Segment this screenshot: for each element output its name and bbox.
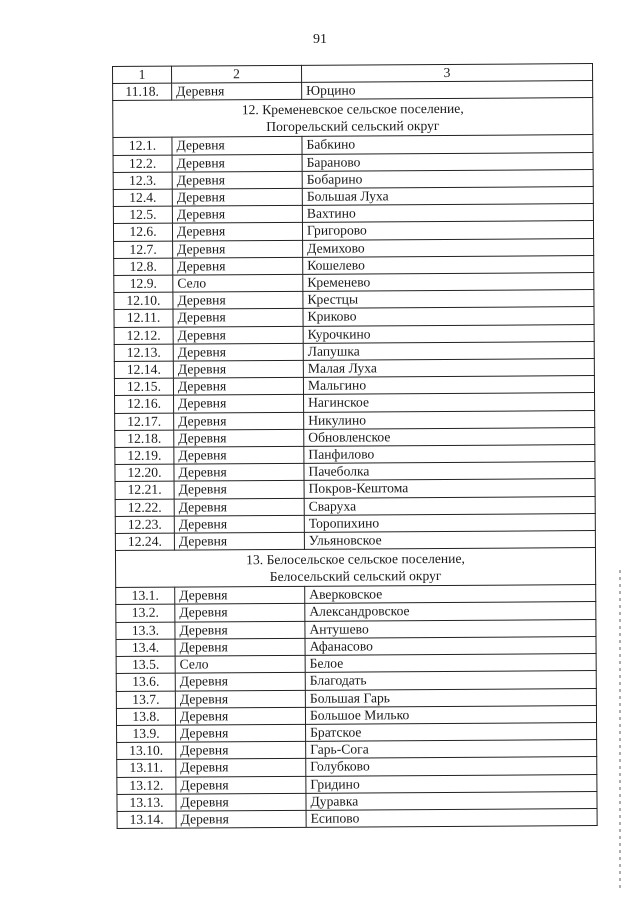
settlement-name: Афанасово: [305, 636, 596, 655]
settlement-type: Деревня: [173, 292, 303, 310]
settlement-name: Большая Гарь: [305, 688, 596, 707]
settlement-type: Деревня: [174, 515, 304, 533]
settlement-type: Деревня: [174, 412, 304, 430]
settlement-type: Деревня: [176, 759, 306, 777]
settlement-name: Сваруха: [304, 496, 595, 515]
settlement-type: Деревня: [174, 481, 304, 499]
settlement-type: Деревня: [172, 137, 302, 155]
row-number: 13.1.: [116, 587, 175, 605]
section-header-row: [115, 548, 595, 588]
settlement-type: Село: [175, 655, 305, 673]
row-number: 13.2.: [116, 605, 175, 623]
settlement-name: Кременево: [303, 273, 594, 292]
settlement-type: Деревня: [174, 532, 304, 550]
row-number: 12.4.: [113, 189, 172, 207]
row-number: 13.6.: [116, 673, 175, 691]
row-number: 11.18.: [113, 83, 172, 101]
settlement-type: Село: [173, 274, 303, 292]
settlement-name: Григорово: [302, 221, 593, 240]
row-number: 12.19.: [115, 447, 174, 465]
settlement-type: Деревня: [175, 673, 305, 691]
settlement-name: Антушево: [305, 619, 596, 638]
settlement-type: Деревня: [174, 395, 304, 413]
settlement-type: Деревня: [173, 360, 303, 378]
settlement-type: Деревня: [173, 257, 303, 275]
settlement-name: Ульяновское: [304, 531, 595, 550]
row-number: 12.3.: [113, 172, 172, 190]
settlement-type: Деревня: [172, 223, 302, 241]
row-number: 12.6.: [113, 224, 172, 242]
settlement-name: Большая Луха: [302, 187, 593, 206]
row-number: 12.5.: [113, 206, 172, 224]
settlement-name: Большое Милько: [305, 705, 596, 724]
settlement-name: Лапушка: [303, 341, 594, 360]
scan-edge-mark: [619, 570, 621, 890]
settlement-name: Александровское: [305, 602, 596, 621]
row-number: 12.18.: [115, 430, 174, 448]
settlement-name: Курочкино: [303, 324, 594, 343]
settlement-name: Пачеболка: [304, 462, 595, 481]
row-number: 13.7.: [116, 691, 175, 709]
row-number: 12.14.: [114, 361, 173, 379]
row-number: 13.14.: [117, 811, 176, 829]
settlement-type: Деревня: [173, 343, 303, 361]
settlement-name: Нагинское: [304, 393, 595, 412]
settlement-name: Крестцы: [303, 290, 594, 309]
row-number: 13.8.: [116, 708, 175, 726]
section-title-line-2: Погорельский сельский округ: [266, 118, 440, 135]
section-title-line-1: 13. Белосельское сельское поселение,: [246, 551, 465, 568]
section-title-line-1: 12. Кременевское сельское поселение,: [241, 101, 464, 118]
settlement-type: Деревня: [174, 464, 304, 482]
row-number: 12.12.: [114, 327, 173, 345]
row-number: 12.9.: [114, 275, 173, 293]
settlements-table: [112, 63, 598, 829]
settlement-type: Деревня: [174, 429, 304, 447]
settlement-name: Аверковское: [305, 585, 596, 604]
settlement-name: Демихово: [303, 238, 594, 257]
settlement-name: Криково: [303, 307, 594, 326]
settlement-name: Вахтино: [302, 204, 593, 223]
settlement-type: Деревня: [176, 810, 306, 828]
table-body: [113, 64, 598, 829]
section-title: [115, 548, 595, 588]
settlement-type: Деревня: [173, 309, 303, 327]
row-number: 13.10.: [117, 742, 176, 760]
settlement-type: Деревня: [175, 690, 305, 708]
column-header-3: 3: [301, 64, 592, 83]
row-number: 13.5.: [116, 656, 175, 674]
page-number: 91: [313, 32, 327, 47]
settlement-type: Деревня: [176, 741, 306, 759]
settlement-type: Деревня: [175, 707, 305, 725]
settlement-name: Дуравка: [306, 791, 597, 810]
settlement-type: Деревня: [175, 638, 305, 656]
settlement-name: Бобарино: [302, 169, 593, 188]
row-number: 12.7.: [114, 241, 173, 259]
settlement-name: Братское: [306, 722, 597, 741]
settlement-type: Деревня: [174, 498, 304, 516]
settlement-type: Деревня: [172, 188, 302, 206]
settlement-name: Кошелево: [303, 255, 594, 274]
settlement-type: Деревня: [175, 621, 305, 639]
settlement-type: Деревня: [176, 793, 306, 811]
row-number: 12.16.: [115, 396, 174, 414]
settlement-name: Благодать: [305, 671, 596, 690]
column-header-2: 2: [172, 65, 302, 83]
row-number: 13.12.: [117, 777, 176, 795]
table-row: [117, 808, 597, 828]
row-number: 12.11.: [114, 310, 173, 328]
section-title-line-2: Белосельский сельский округ: [269, 568, 442, 585]
settlement-name: Бараново: [302, 152, 593, 171]
row-number: 12.24.: [115, 533, 174, 551]
row-number: 12.15.: [114, 378, 173, 396]
section-header-row: [113, 98, 593, 138]
settlement-name: Никулино: [304, 410, 595, 429]
settlement-type: Деревня: [176, 776, 306, 794]
settlement-name: Гридино: [306, 774, 597, 793]
settlement-name: Панфилово: [304, 445, 595, 464]
settlement-name: Бабкино: [302, 135, 593, 154]
row-number: 12.2.: [113, 155, 172, 173]
row-number: 12.13.: [114, 344, 173, 362]
row-number: 12.17.: [115, 413, 174, 431]
settlement-name: Есипово: [306, 808, 597, 827]
settlement-name: Белое: [305, 654, 596, 673]
settlement-type: Деревня: [173, 240, 303, 258]
section-title: [113, 98, 593, 138]
settlement-type: Деревня: [176, 724, 306, 742]
row-number: 13.4.: [116, 639, 175, 657]
row-number: 13.11.: [117, 759, 176, 777]
row-number: 12.10.: [114, 292, 173, 310]
settlement-name: Малая Луха: [303, 359, 594, 378]
settlement-type: Деревня: [173, 326, 303, 344]
settlement-name: Гарь-Сога: [306, 740, 597, 759]
settlement-name: Юрцино: [302, 81, 593, 100]
settlement-type: Деревня: [172, 171, 302, 189]
row-number: 12.20.: [115, 464, 174, 482]
row-number: 13.13.: [117, 794, 176, 812]
row-number: 12.22.: [115, 499, 174, 517]
settlement-name: Торопихино: [304, 513, 595, 532]
row-number: 12.1.: [113, 138, 172, 156]
row-number: 13.3.: [116, 622, 175, 640]
settlement-type: Деревня: [175, 587, 305, 605]
row-number: 12.23.: [115, 516, 174, 534]
column-header-1: 1: [113, 66, 172, 84]
row-number: 12.21.: [115, 482, 174, 500]
settlement-name: Обновленское: [304, 427, 595, 446]
settlement-name: Голубково: [306, 757, 597, 776]
settlement-name: Покров-Кештома: [304, 479, 595, 498]
row-number: 13.9.: [117, 725, 176, 743]
settlement-type: Деревня: [172, 83, 302, 101]
settlement-type: Деревня: [172, 206, 302, 224]
settlement-type: Деревня: [173, 378, 303, 396]
row-number: 12.8.: [114, 258, 173, 276]
settlement-type: Деревня: [174, 446, 304, 464]
settlement-type: Деревня: [175, 604, 305, 622]
settlement-name: Мальгино: [303, 376, 594, 395]
settlement-type: Деревня: [172, 154, 302, 172]
